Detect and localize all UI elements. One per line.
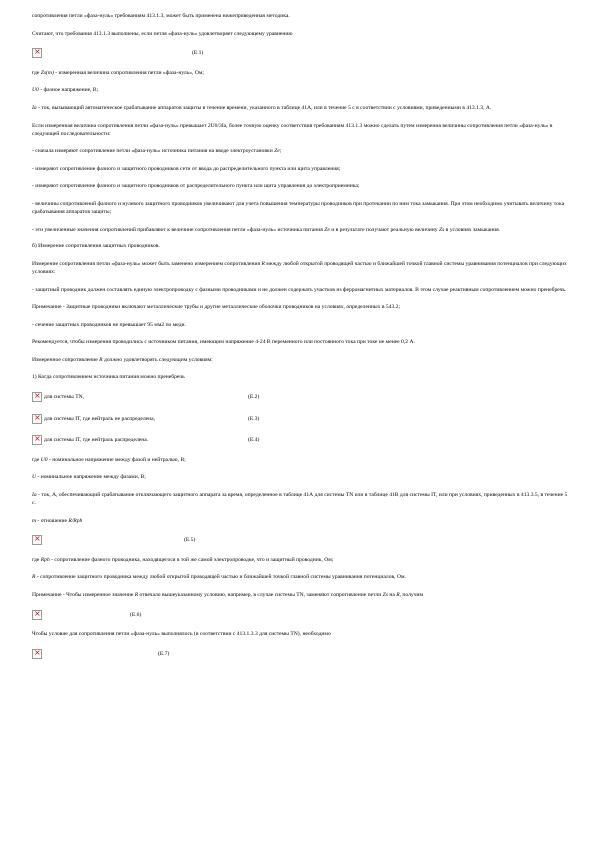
broken-image-icon [32, 649, 42, 659]
paragraph [32, 630, 568, 638]
italic-symbol: R [134, 592, 139, 599]
italic-symbol: Ia [32, 104, 37, 111]
paragraph-text: - величины сопротивлений фазного и нулевого защитного проводников увеличивают для учета повышения температуры проводников при протекании по ним тока замыкания. При этом необходимо учитывать величину тока срабатывания аппаратов защиты; [32, 200, 565, 215]
formula-row [32, 391, 568, 403]
paragraph-text: отвечало вышеуказанному условию, например, в случае системы TN, заменяют сопротивление петли [138, 592, 383, 599]
italic-symbol: U [32, 474, 37, 481]
equation-number: (E.4) [248, 437, 260, 444]
paragraph [32, 104, 568, 112]
paragraph [32, 491, 568, 507]
italic-symbol: m [32, 517, 37, 524]
paragraph-text: - сечение защитных проводников не превышает 95 мм2 по меди. [32, 321, 186, 328]
paragraph-text: Примечание - Чтобы измеренное значение [32, 592, 135, 599]
broken-image-icon [32, 414, 42, 424]
paragraph [32, 556, 568, 564]
paragraph-text: - защитный проводник должен составлять единую электропроводку с фазными проводниками и не должен содержать участков из ферромагнитных материалов. В этом случае реактивным сопротивлением можно пренебречь. [32, 286, 567, 293]
paragraph-text: и в результате получают реальную величину [329, 226, 439, 233]
broken-image-icon [32, 435, 42, 445]
italic-symbol: Ze [274, 148, 280, 155]
paragraph-text: - сопротивление фазного проводника, находящегося в той же самой электропроводке, что и защитный проводник, Ом; [49, 556, 334, 563]
formula-row [32, 47, 568, 59]
broken-image-icon [32, 535, 42, 545]
paragraph-text: 1) Когда сопротивлением источника питания можно пренебречь [32, 374, 185, 381]
italic-symbol: Rph [40, 556, 50, 563]
broken-image-icon [32, 610, 42, 620]
paragraph [32, 182, 568, 190]
paragraph-text: Чтобы условие для сопротивления петли «фаза-нуль» выполнялось (в соответствии с 413.1.3.3 для системы TN), необходимо [32, 631, 331, 638]
paragraph [32, 12, 568, 20]
paragraph [32, 242, 568, 250]
equation-number: (E.7) [158, 650, 170, 657]
paragraph [32, 30, 568, 38]
italic-symbol: R [32, 574, 36, 581]
paragraph-text: - номинальное напряжение между фазами, В; [36, 474, 146, 481]
formula-label: для системы TN, [44, 394, 85, 401]
italic-symbol: Zs [438, 226, 445, 233]
paragraph-text: сопротивления петли «фаза-нуль» требованиям 413.1.3, может быть применена нижеприведенная методика. [32, 13, 290, 19]
paragraph-text: на [387, 592, 397, 599]
formula-row [32, 434, 568, 446]
paragraph-text: Рекомендуется, чтобы измерения проводились с источником питания, имеющим напряжение 4-24 В переменного или постоянного тока при токе не менее 0,2 А. [32, 339, 415, 346]
formula-row [32, 609, 568, 621]
paragraph-text: - измеренная величина сопротивления петли «фаза-нуль», Ом; [53, 69, 204, 76]
paragraph [32, 86, 568, 94]
paragraph-text: - ток, вызывающий автоматическое срабатывание аппаратов защиты в течение времени, указанного в таблице 41А, или в течение 5 с в соответствии с условиями, приведенными в 413.1.3, А. [36, 104, 492, 111]
paragraph-text: - отношение [36, 517, 69, 524]
paragraph-text: где [32, 69, 41, 76]
broken-image-icon [32, 48, 42, 58]
italic-symbol: Zs [382, 592, 388, 599]
document-page [32, 12, 568, 669]
paragraph-text: где [32, 556, 41, 563]
formula-row [32, 413, 568, 425]
italic-symbol: Ia [32, 492, 37, 499]
paragraph-text: Примечание - Защитные проводники включают металлические трубы и другие металлические оболочки проводников на условиях, определенных в 543.2; [32, 304, 401, 311]
paragraph [32, 200, 568, 216]
paragraph-text: - номинальное напряжение между фазой и нейтралью, В; [47, 456, 186, 463]
paragraph-text: - фазное напряжение, В; [38, 87, 99, 94]
paragraph-text: должно удовлетворять следующим условиям: [102, 356, 213, 363]
paragraph [32, 165, 568, 173]
broken-image-icon [32, 392, 42, 402]
equation-number: (E.1) [192, 50, 204, 57]
equation-number: (E.3) [248, 415, 260, 422]
paragraph-text: - сначала измеряют сопротивление петли «фаза-нуль» источника питания на вводе электроустановки [32, 148, 275, 155]
paragraph [32, 286, 568, 294]
paragraph [32, 69, 568, 77]
paragraph [32, 260, 568, 276]
italic-symbol: U0 [40, 456, 48, 463]
equation-number: (E.6) [130, 611, 142, 618]
paragraph [32, 573, 568, 581]
equation-number: (E.2) [248, 394, 260, 401]
paragraph-text: - измеряют сопротивление фазного и защитного проводников от распределительного пункта или щита управления до электроприемника; [32, 183, 360, 190]
paragraph-text: ; [279, 148, 282, 155]
formula-row [32, 534, 568, 546]
paragraph-text: - сопротивление защитного проводника между любой открытой проводящей частью и ближайшей точкой главной системы уравнивания потенциалов, Ом. [35, 574, 406, 581]
paragraph [32, 321, 568, 329]
paragraph [32, 226, 568, 234]
paragraph [32, 517, 568, 525]
paragraph [32, 338, 568, 346]
paragraph [32, 456, 568, 464]
paragraph-text: Считают, что требования 413.1.3 выполнены, если петля «фаза-нуль» удовлетворяет следующему уравнению [32, 30, 293, 37]
paragraph-text: - эти увеличенные значения сопротивлений прибавляют к величине сопротивления петли «фаза-нуль» источника питания [32, 226, 325, 233]
paragraph-text: где [32, 456, 41, 463]
italic-symbol: Ze [324, 226, 330, 233]
italic-symbol: Zs(m) [40, 69, 54, 76]
paragraph [32, 147, 568, 155]
paragraph [32, 122, 568, 138]
italic-symbol: R [261, 260, 265, 267]
italic-symbol: R [396, 592, 400, 599]
paragraph-text: - измеряют сопротивление фазного и защитного проводников сети от ввода до распределительного пункта или щита управления; [32, 165, 341, 172]
italic-symbol: R [99, 356, 103, 363]
formula-row [32, 648, 568, 660]
italic-symbol: R/Rph [68, 517, 83, 524]
equation-number: (E.5) [184, 537, 196, 544]
paragraph-text: , получим [399, 592, 424, 599]
paragraph [32, 373, 568, 381]
paragraph-text: б) Измерение сопротивления защитных проводников. [32, 243, 160, 250]
paragraph [32, 591, 568, 599]
paragraph-text: в условиях замыкания. [444, 226, 501, 233]
paragraph [32, 303, 568, 311]
paragraph-text: Измерение сопротивления петли «фаза-нуль» может быть заменено измерением сопротивления [32, 260, 262, 267]
paragraph [32, 356, 568, 364]
paragraph-text: - ток, А, обеспечивающий срабатывание отключающего защитного аппарата за время, определенное в таблице 41А для системы TN или в таблице 41В для системы IT, или при условиях, приведенных в 413.3.5, в течение 5 с. [32, 492, 568, 507]
paragraph-text: Если измеренная величина сопротивления петли «фаза-нуль» превышает 2U0/3Ia, более точную оценку соответствия требованиям 413.1.3 можно сделать путем измерения величины сопротивления петли «фаза-нуль» в следующей последовательности: [32, 122, 553, 137]
paragraph [32, 473, 568, 481]
formula-label: для системы IT, где нейтраль распределена. [44, 437, 149, 444]
paragraph-text: между любой открытой проводящей частью и ближайшей точкой главной системы уравнивания потенциалов при следующих условиях: [32, 260, 567, 275]
formula-label: для системы IT, где нейтраль не распределена, [44, 415, 155, 422]
paragraph-text: Измеренное сопротивление [32, 356, 100, 363]
italic-symbol: U0 [32, 87, 39, 94]
